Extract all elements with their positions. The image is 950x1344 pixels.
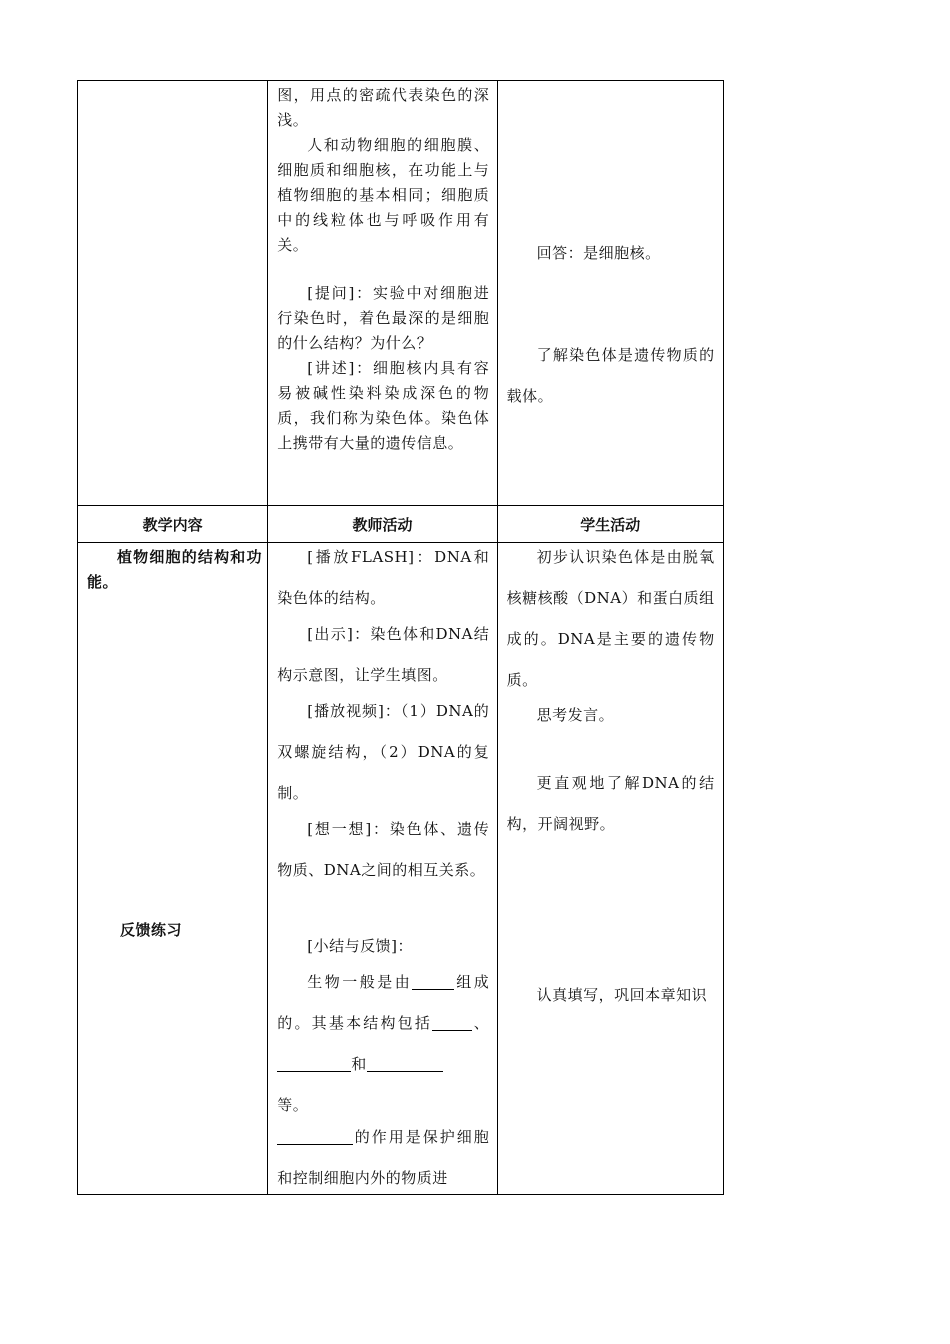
content-title: 植物细胞的结构和功能。 bbox=[87, 548, 262, 591]
header-teacher-activity: 教师活动 bbox=[268, 506, 497, 543]
table-row-cell-structure bbox=[78, 543, 724, 1195]
teacher-explanation: [讲述]：细胞核内具有容易被碱性染料染成深色的物质，我们称为染色体。染色体上携带有大量的遗传信息。 bbox=[277, 359, 490, 452]
answer-blank[interactable] bbox=[432, 1015, 472, 1031]
header-teaching-content: 教学内容 bbox=[78, 506, 268, 543]
header-student-activity: 学生活动 bbox=[497, 506, 723, 543]
teacher-question: [提问]：实验中对细胞进行染色时，着色最深的是细胞的什么结构？为什么？ bbox=[277, 284, 490, 352]
lesson-plan-table bbox=[77, 80, 724, 1195]
teacher-video: [播放视频]：（1）DNA的双螺旋结构，（2）DNA的复制。 bbox=[277, 702, 490, 802]
answer-blank[interactable] bbox=[277, 1056, 351, 1072]
teacher-flash: [播放FLASH]：DNA和染色体的结构。 bbox=[277, 548, 490, 607]
teacher-show: [出示]：染色体和DNA结构示意图，让学生填图。 bbox=[277, 625, 490, 684]
fill-in-question-2: 的作用是保护细胞和控制细胞内外的物质进 bbox=[277, 1128, 490, 1187]
content-feedback: 反馈练习 bbox=[120, 921, 183, 939]
teacher-text: 图，用点的密疏代表染色的深浅。 bbox=[277, 86, 490, 129]
teacher-text: 人和动物细胞的细胞膜、细胞质和细胞核，在功能上与植物细胞的基本相同；细胞质中的线粒体也与呼吸作用有关。 bbox=[277, 136, 490, 254]
student-text: 思考发言。 bbox=[536, 706, 615, 724]
teacher-activity-cell bbox=[268, 81, 497, 506]
answer-blank[interactable] bbox=[277, 1129, 353, 1145]
content-cell-empty bbox=[78, 81, 268, 506]
table-row-continuation bbox=[78, 81, 724, 506]
student-activity-cell bbox=[497, 81, 723, 506]
student-activity-cell bbox=[497, 543, 723, 1195]
student-text: 初步认识染色体是由脱氧核糖核酸（DNA）和蛋白质组成的。DNA是主要的遗传物质。 bbox=[506, 548, 715, 689]
fill-in-question-1: 生物一般是由 组成的。其基本结构包括 、和 等。 bbox=[277, 973, 490, 1114]
answer-blank[interactable] bbox=[412, 974, 454, 990]
student-text: 认真填写，巩回本章知识 bbox=[536, 986, 708, 1004]
student-text: 了解染色体是遗传物质的载体。 bbox=[506, 346, 715, 405]
answer-blank[interactable] bbox=[367, 1056, 443, 1072]
teacher-summary: [小结与反馈]： bbox=[307, 937, 413, 955]
student-text: 更直观地了解DNA的结构，开阔视野。 bbox=[506, 774, 715, 833]
teacher-activity-cell bbox=[268, 543, 497, 1195]
student-text: 回答：是细胞核。 bbox=[536, 244, 661, 262]
teacher-think: [想一想]：染色体、遗传物质、DNA之间的相互关系。 bbox=[277, 820, 490, 879]
content-cell bbox=[78, 543, 268, 1195]
